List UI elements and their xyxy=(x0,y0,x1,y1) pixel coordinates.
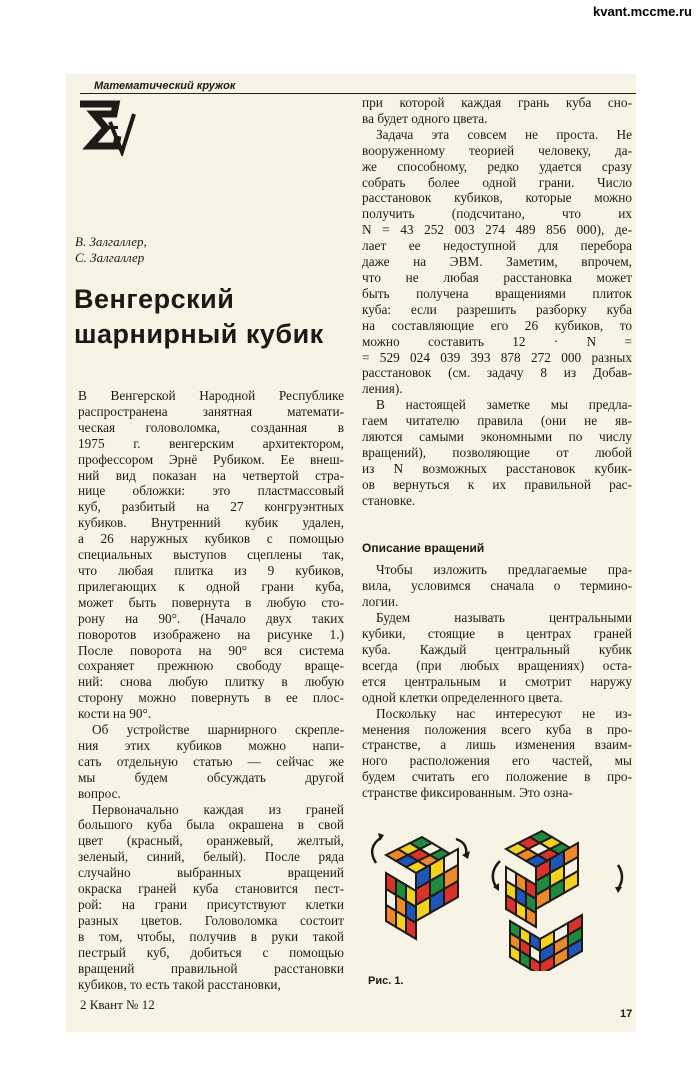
footer-issue: 2 Квант № 12 xyxy=(80,997,155,1012)
column-right-bottom xyxy=(362,562,632,801)
text-line: будем считать его положение в про- xyxy=(362,769,632,785)
cube-left xyxy=(386,837,458,939)
page-number: 17 xyxy=(620,1008,633,1020)
section-title: Математический кружок xyxy=(94,80,236,92)
column-right-top xyxy=(362,95,632,509)
text-line: зеленый, синий, белый). После ряда xyxy=(78,849,344,865)
text-line: ния этих кубиков можно напи- xyxy=(78,737,344,753)
text-line: ляются самыми экономными по числу xyxy=(362,429,632,445)
text-line: же способному, редко удается сразу xyxy=(362,158,632,174)
text-line: что не любая расстановка может xyxy=(362,269,632,285)
header-rule xyxy=(80,93,636,94)
text-line: расстановок (см. задачу 8 из Добав- xyxy=(362,365,632,381)
text-line: В Венгерской Народной Республике xyxy=(78,388,344,403)
title-line-2: шарнирный кубик xyxy=(74,319,324,349)
text-line: в том, чтобы, получив в руки такой xyxy=(78,928,344,944)
article-title xyxy=(74,282,324,352)
text-line: кубиков, то есть такой расстановки, xyxy=(78,976,281,992)
text-line: прилегающих к одной грани куба, xyxy=(78,578,344,594)
text-line: окраска граней куба становится пест- xyxy=(78,881,344,897)
text-line: случайно выбранных вращений xyxy=(78,865,344,881)
rotation-arrow-icon xyxy=(618,865,622,889)
text-line: 1975 г. венгерским архитектором, xyxy=(78,435,344,451)
site-url: kvant.mccme.ru xyxy=(593,4,692,19)
text-line: вопрос. xyxy=(78,785,121,801)
text-line: вила, условимся сначала о термино- xyxy=(362,578,632,594)
text-line: Будем называть центральными xyxy=(376,610,632,626)
text-line: сать отдельную статью — сейчас же xyxy=(78,753,344,769)
text-line: расстановок кубиков, которые можно xyxy=(362,190,632,206)
text-line: сохраняет прежнюю свободу враще- xyxy=(78,658,344,674)
text-line: из N возможных расстановок кубик- xyxy=(362,460,632,476)
text-line: при которой каждая грань куба сно- xyxy=(362,95,632,110)
text-line: может быть повернута в любую сто- xyxy=(78,594,344,610)
text-line: можно составить 12 · N = xyxy=(362,333,632,349)
author-2: С. Залгаллер xyxy=(75,250,145,265)
text-line: получить (подсчитано, что их xyxy=(362,206,632,222)
figure-caption: Рис. 1. xyxy=(368,975,404,987)
text-line: ний: снова любую плитку в любую xyxy=(78,674,344,690)
text-line: куба. Каждый центральный кубик xyxy=(362,642,632,657)
text-line: ется центральным и смотрит наружу xyxy=(362,673,632,689)
text-line: ного расположения его частей, мы xyxy=(362,753,632,769)
subheading: Описание вращений xyxy=(362,540,485,555)
text-line: что любая плитка из 9 кубиков, xyxy=(78,562,344,578)
section-logo-icon xyxy=(76,100,136,156)
text-line: разных цветов. Головоломка состоит xyxy=(78,912,344,928)
cube-right xyxy=(506,831,582,971)
text-line: вооруженному теорией человеку, да- xyxy=(362,142,632,158)
title-line-1: Венгерский xyxy=(74,284,235,314)
text-line: странстве фиксированным. Это озна- xyxy=(362,785,573,801)
text-line: собрать более одной грани. Число xyxy=(362,174,632,190)
rotation-arrow-icon xyxy=(372,837,382,863)
text-line: быть получена вращениями плиток xyxy=(362,285,632,301)
text-line: Первоначально каждая из граней xyxy=(92,801,344,817)
text-line: рону на 90°. (Начало двух таких xyxy=(78,610,344,626)
text-line: поворотов изображено на рисунке 1.) xyxy=(78,626,344,642)
text-line: распространена занятная математи- xyxy=(78,403,344,419)
text-line: сторону можно повернуть в ее плос- xyxy=(78,690,344,706)
text-line: ческая головоломка, созданная в xyxy=(78,419,344,435)
text-line: Об устройстве шарнирного скрепле- xyxy=(92,722,344,738)
text-line: становке. xyxy=(362,492,416,508)
text-line: В настоящей заметке мы предла- xyxy=(376,397,632,413)
text-line: ний вид показан на четвертой стра- xyxy=(78,467,344,483)
text-line: нице обложки: это пластмассовый xyxy=(78,483,344,499)
text-line: одной клетки определенного цвета. xyxy=(362,689,563,705)
text-line: Поскольку нас интересуют не из- xyxy=(376,705,632,721)
text-line: даже на ЭВМ. Заметим, впрочем, xyxy=(362,254,632,270)
text-line: N = 43 252 003 274 489 856 000), де- xyxy=(362,222,632,238)
text-line: на составляющие его 26 кубиков, то xyxy=(362,317,632,333)
text-line: Чтобы изложить предлагаемые пра- xyxy=(376,562,632,578)
column-left xyxy=(78,388,344,992)
text-line: куб, разбитый на 27 конгруэнтных xyxy=(78,499,344,515)
figure-cubes xyxy=(360,825,632,971)
rotation-arrow-icon xyxy=(615,887,622,893)
text-line: куба: если разрешить разборку куба xyxy=(362,301,632,317)
text-line: ов вернуться к их правильной рас- xyxy=(362,476,632,492)
text-line: пестрый куб, добиться с помощью xyxy=(78,944,344,960)
text-line: вращений правильной расстановки xyxy=(78,960,344,976)
column-right xyxy=(362,95,632,801)
text-line: странстве, а лишь изменения взаим- xyxy=(362,737,632,753)
text-line: всегда (при любых вращениях) оста- xyxy=(362,657,632,673)
text-line: лает ее недоступной для перебора xyxy=(362,238,632,254)
text-line: кости на 90°. xyxy=(78,706,152,722)
text-line: специальных выступов сцеплены так, xyxy=(78,547,344,563)
text-line: логии. xyxy=(362,594,399,610)
authors xyxy=(75,234,147,266)
author-1: В. Залгаллер, xyxy=(75,234,147,249)
text-line: кубики, стоящие в центрах граней xyxy=(362,626,632,642)
text-line: После поворота на 90° вся система xyxy=(78,642,344,658)
text-line: а 26 наружных кубиков с помощью xyxy=(78,531,344,547)
text-line: рой: на грани присутствуют клетки xyxy=(78,897,344,912)
text-line: Задача эта совсем не проста. Не xyxy=(376,126,632,142)
text-line: кубиков. Внутренний кубик удален, xyxy=(78,515,344,531)
text-line: профессором Эрнё Рубиком. Ее внеш- xyxy=(78,451,344,467)
text-line: = 529 024 039 393 878 272 000 разных xyxy=(362,349,632,365)
text-line: ления). xyxy=(362,381,403,397)
text-line: большого куба была окрашена в свой xyxy=(78,817,344,833)
text-line: вращений), позволяющие от любой xyxy=(362,444,632,460)
text-line: цвет (красный, оранжевый, желтый, xyxy=(78,833,344,849)
text-line: гаем читателю правила (они не яв- xyxy=(362,413,632,429)
text-line: ва будет одного цвета. xyxy=(362,110,488,126)
text-line: мы будем обсуждать другой xyxy=(78,769,344,785)
text-line: менения положения всего куба в про- xyxy=(362,721,632,737)
